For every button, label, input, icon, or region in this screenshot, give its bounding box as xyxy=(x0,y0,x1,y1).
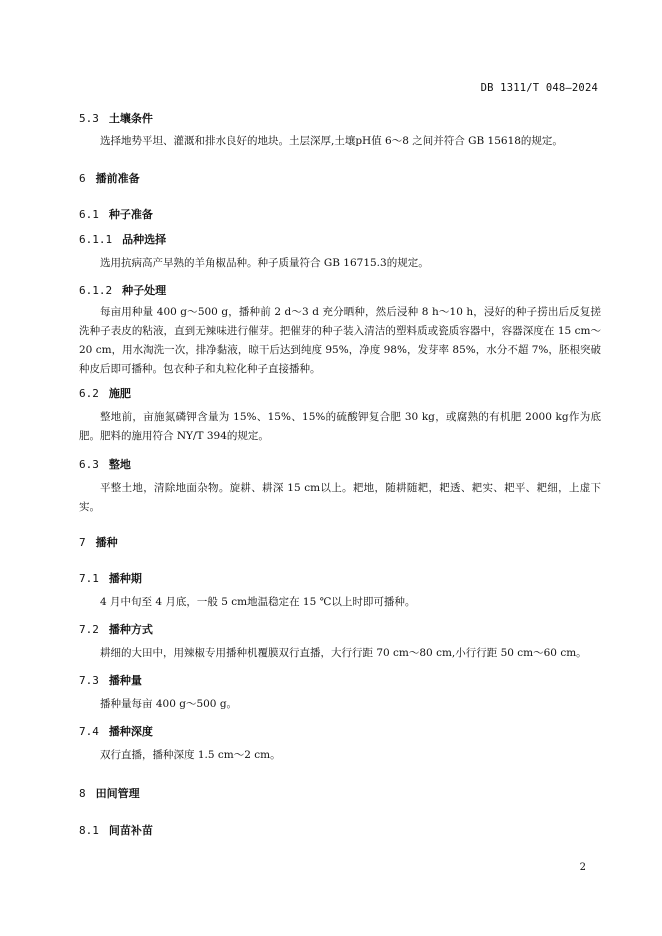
heading-7 xyxy=(79,534,118,550)
page-number: 2 xyxy=(579,862,586,873)
heading-number: 6.1 xyxy=(79,208,99,221)
heading-title: 土壤条件 xyxy=(108,112,153,125)
heading-6-3 xyxy=(79,456,131,472)
document-code: DB 1311/T 048—2024 xyxy=(480,82,598,94)
heading-number: 8 xyxy=(79,787,86,800)
heading-7-2 xyxy=(79,621,153,637)
paragraph-5-3: 选择地势平坦、灌溉和排水良好的地块。土层深厚,土壤pH值 6～8 之间并符合 GB 15618的规定。 xyxy=(100,135,563,147)
heading-title: 播种深度 xyxy=(108,725,153,738)
heading-number: 6 xyxy=(79,172,86,185)
heading-6 xyxy=(79,170,140,186)
heading-title: 田间管理 xyxy=(95,787,140,800)
heading-title: 品种选择 xyxy=(122,233,167,246)
heading-title: 间苗补苗 xyxy=(108,824,153,837)
heading-title: 播种方式 xyxy=(108,623,153,636)
heading-title: 施肥 xyxy=(108,387,131,400)
heading-title: 种子准备 xyxy=(108,208,153,221)
heading-7-3 xyxy=(79,672,142,688)
paragraph-7-2: 耕细的大田中，用辣椒专用播种机覆膜双行直播，大行行距 70 cm～80 cm,小行行距 50 cm～60 cm。 xyxy=(100,647,587,659)
heading-7-1 xyxy=(79,570,142,586)
paragraph-6-1-1: 选用抗病高产早熟的羊角椒品种。种子质量符合 GB 16715.3的规定。 xyxy=(100,257,429,269)
heading-6-1 xyxy=(79,206,153,222)
heading-6-1-2 xyxy=(79,282,166,298)
heading-number: 8.1 xyxy=(79,824,99,837)
heading-number: 6.1.2 xyxy=(79,284,113,297)
heading-title: 种子处理 xyxy=(122,284,167,297)
heading-title: 整地 xyxy=(108,458,131,471)
heading-5-3 xyxy=(79,110,153,126)
paragraph-7-1: 4 月中旬至 4 月底，一般 5 cm地温稳定在 15 ℃以上时即可播种。 xyxy=(100,596,416,608)
paragraph-7-4: 双行直播，播种深度 1.5 cm～2 cm。 xyxy=(100,749,281,761)
heading-number: 7.4 xyxy=(79,725,99,738)
heading-title: 播种 xyxy=(95,536,118,549)
paragraph-7-3: 播种量每亩 400 g～500 g。 xyxy=(100,698,238,710)
paragraph-6-2: 整地前，亩施氮磷钾含量为 15%、15%、15%的硫酸钾复合肥 30 kg，或腐熟的有机肥 2000 kg作为底肥。肥料的施用符合 NY/T 394的规定。 xyxy=(79,411,601,442)
heading-title: 播种量 xyxy=(108,674,142,687)
paragraph-6-1-2: 每亩用种量 400 g～500 g，播种前 2 d～3 d 充分晒种，然后浸种 8 h～10 h，浸好的种子捞出后反复搓洗种子表皮的粘液，直到无辣味进行催芽。把催芽的种子装入清洁的塑料质或瓷质容器中，容器深度在 15 cm～20 cm，用水淘洗一次，排净黏液，晾干后达到纯度 95%，净度 98%，发芽率 85%，水分不超 7%，胚根突破种皮后即可播种。包衣种子和丸粒化种子直接播种。 xyxy=(79,306,601,375)
heading-number: 7.3 xyxy=(79,674,99,687)
heading-title: 播前准备 xyxy=(95,172,140,185)
heading-8 xyxy=(79,785,140,801)
heading-number: 7.2 xyxy=(79,623,99,636)
heading-6-2 xyxy=(79,385,131,401)
heading-8-1 xyxy=(79,822,153,838)
heading-number: 6.1.1 xyxy=(79,233,113,246)
heading-7-4 xyxy=(79,723,153,739)
heading-number: 7.1 xyxy=(79,572,99,585)
heading-number: 5.3 xyxy=(79,112,99,125)
heading-title: 播种期 xyxy=(108,572,142,585)
heading-6-1-1 xyxy=(79,231,166,247)
paragraph-6-3: 平整土地，清除地面杂物。旋耕、耕深 15 cm以上。耙地，随耕随耙，耙透、耙实、耙平、耙细，上虚下实。 xyxy=(79,482,601,513)
heading-number: 7 xyxy=(79,536,86,549)
heading-number: 6.2 xyxy=(79,387,99,400)
heading-number: 6.3 xyxy=(79,458,99,471)
